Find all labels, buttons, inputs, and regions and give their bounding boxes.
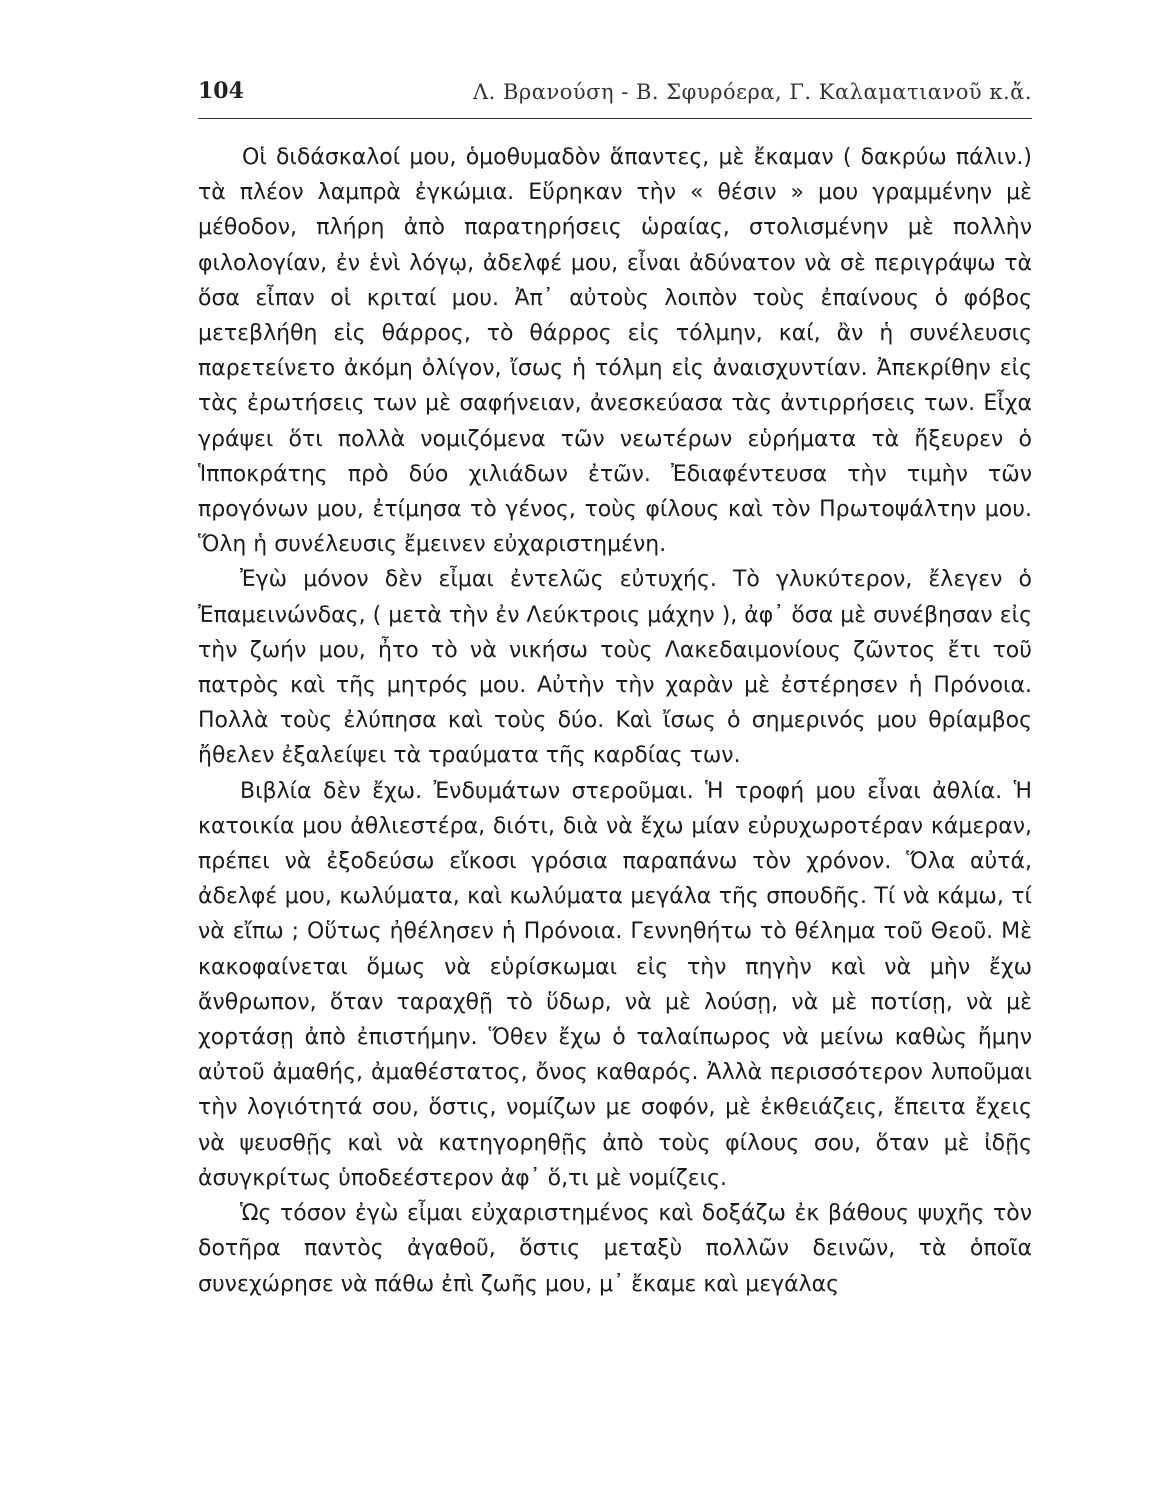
paragraph: Ἐγὼ μόνον δὲν εἶμαι ἐντελῶς εὐτυχής. Τὸ γλυκύτερον, ἔλεγεν ὁ Ἐπαμεινώνδας, ( μετὰ τὴν ἐν Λεύκτροις μάχην ), ἀφ᾽ ὅσα μὲ συνέβησαν εἰς τὴν ζωήν μου, ἦτο τὸ νὰ νικήσω τοὺς Λακεδαιμονίους ζῶντος ἔτι τοῦ πατρὸς καὶ τῆς μητρός μου. Αὐτὴν τὴν χαρὰν μὲ ἐστέρησεν ἡ Πρόνοια. Πολλὰ τοὺς ἐλύπησα καὶ τοὺς δύο. Καὶ ἴσως ὁ σημερινός μου θρίαμβος ἤθελεν ἐξαλείψει τὰ τραύματα τῆς καρδίας των. (198, 567, 1032, 769)
paragraph: Ὡς τόσον ἐγὼ εἶμαι εὐχαριστημένος καὶ δοξάζω ἐκ βάθους ψυχῆς τὸν δοτῆρα παντὸς ἀγαθοῦ, ὅστις μεταξὺ πολλῶν δεινῶν, τὰ ὁποῖα συνεχώρησε νὰ πάθω ἐπὶ ζωῆς μου, μ᾽ ἔκαμε καὶ μεγάλας (198, 1201, 1032, 1297)
paragraph: Βιβλία δὲν ἔχω. Ἐνδυμάτων στεροῦμαι. Ἡ τροφή μου εἶναι ἀθλία. Ἡ κατοικία μου ἀθλιεστέρα, διότι, διὰ νὰ ἔχω μίαν εὐρυχωροτέραν κάμεραν, πρέπει νὰ ἐξοδεύσω εἴκοσι γρόσια παραπάνω τὸν χρόνον. Ὅλα αὐτά, ἀδελφέ μου, κωλύματα, καὶ κωλύματα μεγάλα τῆς σπουδῆς. Τί νὰ κάμω, τί νὰ εἴπω ; Οὕτως ἠθέλησεν ἡ Πρόνοια. Γεννηθήτω τὸ θέλημα τοῦ Θεοῦ. Μὲ κακοφαίνεται ὅμως νὰ εὑρίσκωμαι εἰς τὴν πηγὴν καὶ νὰ μὴν ἔχω ἄνθρωπον, ὅταν ταραχθῇ τὸ ὕδωρ, νὰ μὲ λούσῃ, νὰ μὲ ποτίσῃ, νὰ μὲ χορτάσῃ ἀπὸ ἐπιστήμην. Ὅθεν ἔχω ὁ ταλαίπωρος νὰ μείνω καθὼς ἤμην αὐτοῦ ἀμαθής, ἀμαθέστατος, ὄνος καθαρός. Ἀλλὰ περισσότερον λυποῦμαι τὴν λογιότητά σου, ὅστις, νομίζων με σοφόν, μὲ ἐκθειάζεις, ἔπειτα ἔχεις νὰ ψευσθῇς καὶ νὰ κατηγορηθῇς ἀπὸ τοὺς φίλους σου, ὅταν μὲ ἰδῇς ἀσυγκρίτως ὑποδεέστερον ἀφ᾽ ὅ,τι μὲ νομίζεις. (198, 778, 1032, 1191)
body-text (198, 140, 1032, 1302)
paragraph: Οἱ διδάσκαλοί μου, ὁμοθυμαδὸν ἅπαντες, μὲ ἔκαμαν ( δακρύω πάλιν.) τὰ πλέον λαμπρὰ ἐγκώμια. Εὕρηκαν τὴν « θέσιν » μου γραμμένην μὲ μέθοδον, πλήρη ἀπὸ παρατηρήσεις ὡραίας, στολισμένην μὲ πολλὴν φιλολογίαν, ἐν ἑνὶ λόγῳ, ἀδελφέ μου, εἶναι ἀδύνατον νὰ σὲ περιγράψω τὰ ὅσα εἶπαν οἱ κριταί μου. Ἀπ᾽ αὐτοὺς λοιπὸν τοὺς ἐπαίνους ὁ φόβος μετεβλήθη εἰς θάρρος, τὸ θάρρος εἰς τόλμην, καί, ἂν ἡ συνέλευσις παρετείνετο ἀκόμη ὀλίγον, ἴσως ἡ τόλμη εἰς ἀναισχυντίαν. Ἀπεκρίθην εἰς τὰς ἐρωτήσεις των μὲ σαφήνειαν, ἀνεσκεύασα τὰς ἀντιρρήσεις των. Εἶχα γράψει ὅτι πολλὰ νομιζόμενα τῶν νεωτέρων εὑρήματα τὰ ἤξευρεν ὁ Ἱπποκράτης πρὸ δύο χιλιάδων ἐτῶν. Ἐδιαφέντευσα τὴν τιμὴν τῶν προγόνων μου, ἐτίμησα τὸ γένος, τοὺς φίλους καὶ τὸν Πρωτοψάλτην μου. Ὅλη ἡ συνέλευσις ἔμεινεν εὐχαριστημένη. (198, 145, 1032, 558)
page-number: 104 (198, 78, 244, 104)
running-head: Λ. Βρανούση - Β. Σφυρόερα, Γ. Καλαματιανοῦ κ.ἄ. (472, 80, 1032, 104)
page-header (198, 72, 1032, 119)
